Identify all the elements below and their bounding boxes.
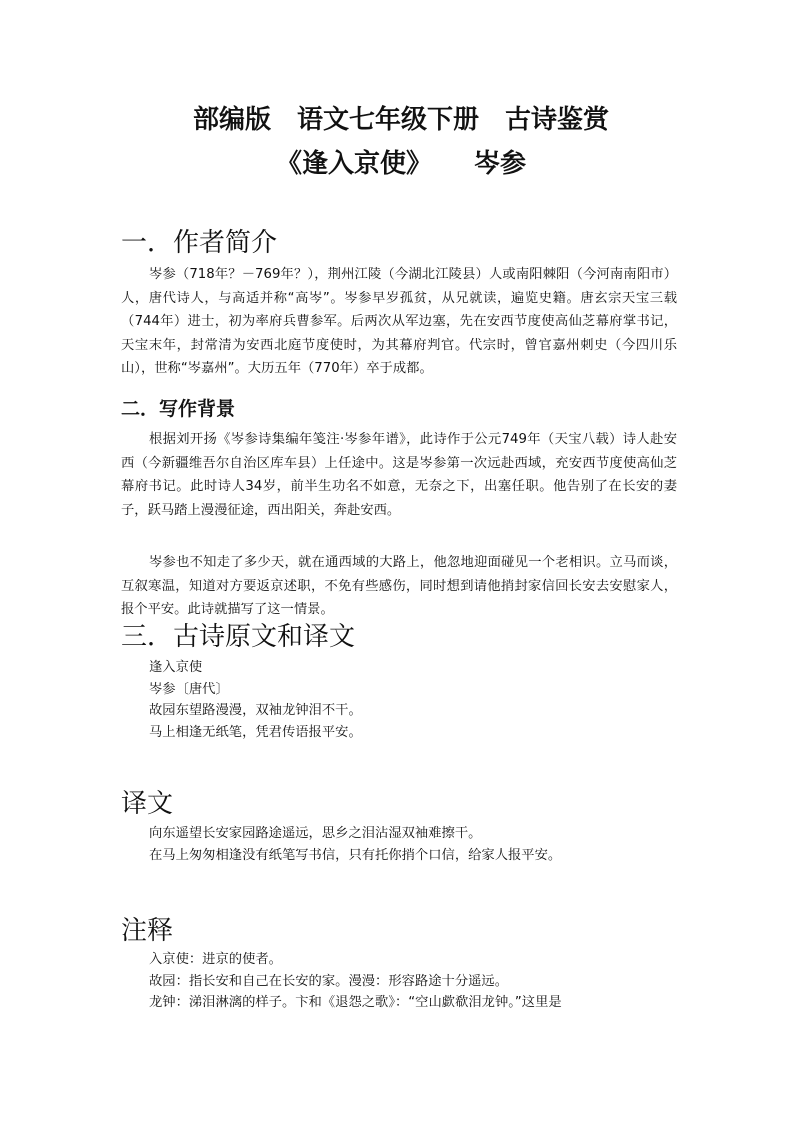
poem-line: 故园东望路漫漫，双袖龙钟泪不干。	[149, 703, 362, 718]
poem-line: 岑参〔唐代〕	[149, 681, 229, 697]
poem-line: 逢入京使	[149, 660, 203, 675]
translation-line: 向东遥望长安家园路途遥远，思乡之泪沾湿双袖难擦干。	[149, 826, 482, 841]
author-intro-paragraph: 岑参（718年？－769年？），荆州江陵（今湖北江陵县）人或南阳棘阳（今河南南阳市）人，唐代诗人，与高适并称“高岑”。岑参早岁孤贫，从兄就读，遍览史籍。唐玄宗天宝三载（744年）进士，初为率府兵曹参军。后两次从军边塞，先在安西节度使高仙芝幕府掌书记，天宝末年，封常清为安西北庭节度使时，为其幕府判官。代宗时，曾官嘉州刺史（今四川乐山），世称“岑嘉州”。大历五年（770年）卒于成都。	[121, 267, 677, 376]
poem-title: 《逢入京使》	[275, 149, 432, 179]
background-paragraph-2: 岑参也不知走了多少天，就在通西域的大路上，他忽地迎面碰见一个老相识。立马而谈，互叙寒温，知道对方要返京述职，不免有些感伤，同时想到请他捎封家信回长安去安慰家人，报个平安。此诗就描写了这一情景。	[121, 555, 677, 617]
heading-author-intro: 一．作者简介	[121, 228, 278, 258]
heading-translation: 译文	[121, 789, 174, 819]
heading-poem-text: 三．古诗原文和译文	[121, 622, 356, 652]
translation-text	[149, 823, 689, 866]
poem-line: 马上相逢无纸笔，凭君传语报平安。	[149, 724, 362, 740]
note-line: 故园：指长安和自己在长安的家。漫漫：形容路途十分遥远。	[149, 973, 509, 989]
title-grade: 语文七年级下册	[296, 105, 479, 135]
notes-text	[149, 949, 689, 1014]
title-line-2	[8, 142, 794, 186]
note-line: 龙钟：涕泪淋漓的样子。卞和《退怨之歌》：“空山歔欷泪龙钟。”这里是	[149, 995, 562, 1010]
title-line-1	[8, 98, 794, 142]
title-edition: 部编版	[192, 105, 271, 135]
note-line: 入京使：进京的使者。	[149, 952, 282, 967]
heading-background: 二．写作背景	[121, 398, 236, 420]
poem-author: 岑参	[474, 149, 527, 179]
translation-line: 在马上匆匆相逢没有纸笔写书信，只有托你捎个口信，给家人报平安。	[149, 847, 562, 863]
heading-notes: 注释	[121, 916, 174, 946]
poem-text	[149, 657, 689, 743]
document-title	[0, 98, 794, 186]
background-paragraph-1: 根据刘开扬《岑参诗集编年笺注·岑参年谱》，此诗作于公元749年（天宝八载）诗人赴安西（今新疆维吾尔自治区库车县）上任途中。这是岑参第一次远赴西域，充安西节度使高仙芝幕府书记。此时诗人34岁，前半生功名不如意，无奈之下，出塞任职。他告别了在长安的妻子，跃马踏上漫漫征途，西出阳关，奔赴安西。	[121, 432, 677, 518]
title-topic: 古诗鉴赏	[505, 105, 610, 135]
